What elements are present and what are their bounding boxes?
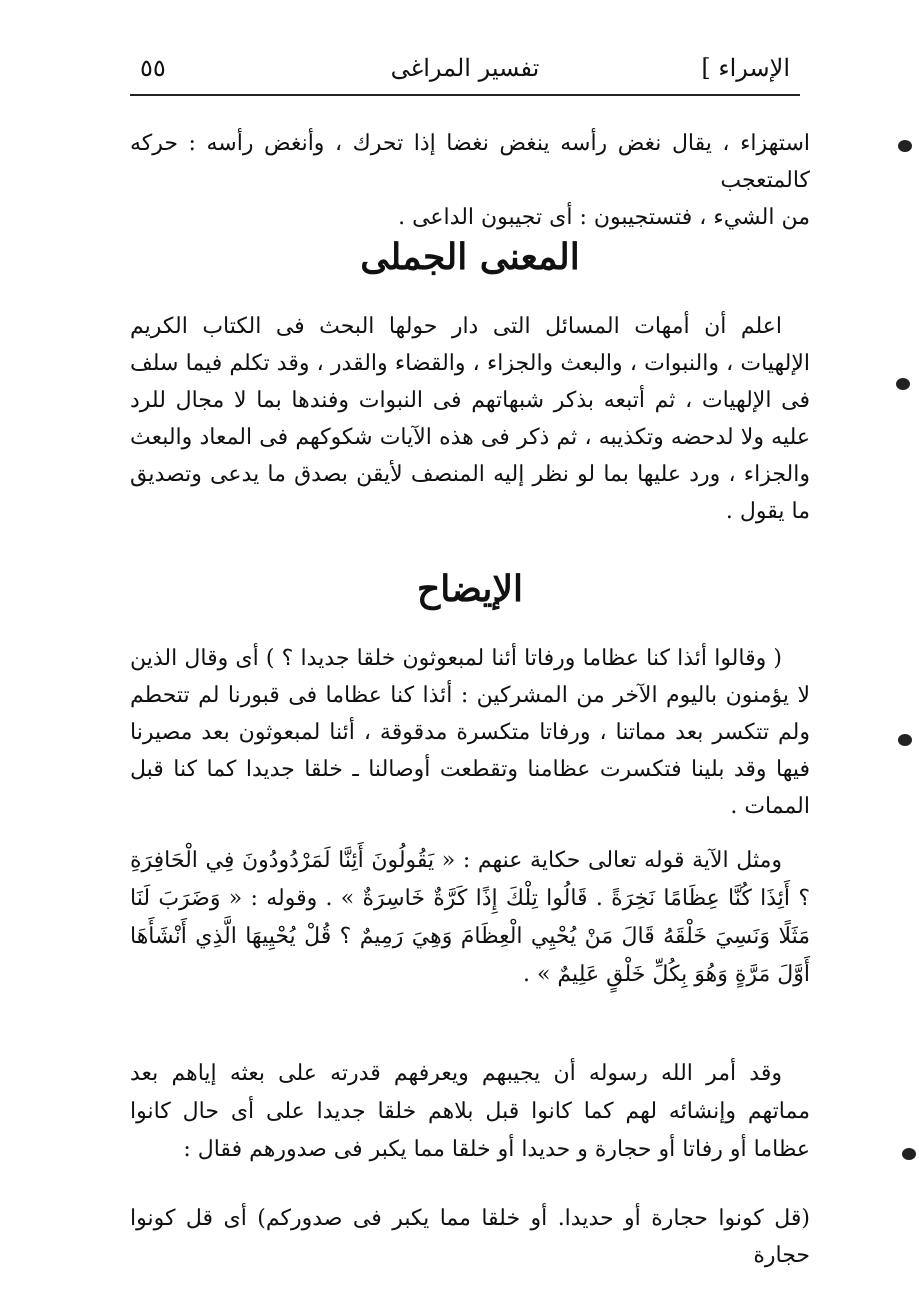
scan-ink-spot bbox=[898, 140, 912, 152]
scan-ink-spot bbox=[898, 734, 912, 746]
intro-line-2: من الشيء ، فتستجيبون : أى تجيبون الداعى . bbox=[398, 205, 810, 230]
intro-line-1: استهزاء ، يقال نغض رأسه ينغض نغضا إذا تحرك ، وأنغض رأسه : حركه كالمتعجب bbox=[130, 131, 810, 193]
surah-name: الإسراء ] bbox=[701, 54, 790, 82]
book-title: تفسير المراغى bbox=[390, 54, 540, 82]
intro-text bbox=[130, 125, 810, 236]
explanation-paragraph-3: وقد أمر الله رسوله أن يجيبهم ويعرفهم قدرته على بعثه إياهم بعد مماتهم وإنشائه لهم كما كانوا قبل بلاهم خلقا جديدا على أى حال كانوا عظاما أو رفاتا أو حجارة و حديدا أو خلقا مما يكبر فى صدورهم فقال : bbox=[130, 1061, 810, 1162]
header-rule bbox=[130, 94, 800, 96]
page-number: ٥٥ bbox=[140, 54, 166, 82]
general-meaning-paragraph: اعلم أن أمهات المسائل التى دار حولها البحث فى الكتاب الكريم الإلهيات ، والنبوات ، والبعث والجزاء ، والقضاء والقدر ، وقد تكلم فيما سلف فى الإلهيات ، ثم أتبعه بذكر شبهاتهم فى النبوات وفندها بما لا مجال للرد عليه ولا لدحضه وتكذيبه ، ثم ذكر فى هذه الآيات شكوكهم فى المعاد والبعث والجزاء ، ورد عليها بما لو نظر إليه المنصف لأيقن بصدق ما يدعى وتصديق ما يقول . bbox=[130, 314, 810, 524]
explanation-paragraph-4: (قل كونوا حجارة أو حديدا. أو خلقا مما يكبر فى صدوركم) أى قل كونوا حجارة bbox=[130, 1206, 810, 1268]
page-header bbox=[130, 48, 800, 92]
explanation-paragraph-2: ومثل الآية قوله تعالى حكاية عنهم : « يَقُولُونَ أَئِنَّا لَمَرْدُودُونَ فِي الْحَافِرَةِ ؟ أَئِذَا كُنَّا عِظَامًا نَخِرَةً . قَالُوا تِلْكَ إِذًا كَرَّةٌ خَاسِرَةٌ » . وقوله : « وَضَرَبَ لَنَا مَثَلًا وَنَسِيَ خَلْقَهُ قَالَ مَنْ يُحْيِي الْعِظَامَ وَهِيَ رَمِيمٌ ؟ قُلْ يُحْيِيهَا الَّذِي أَنْشَأَهَا أَوَّلَ مَرَّةٍ وَهُوَ بِكُلِّ خَلْقٍ عَلِيمٌ » . bbox=[130, 848, 810, 987]
scan-ink-spot bbox=[902, 1148, 916, 1160]
scan-ink-spot bbox=[896, 378, 910, 390]
section-heading-general-meaning: المعنى الجملى bbox=[360, 236, 580, 278]
explanation-paragraph-1: ( وقالوا أئذا كنا عظاما ورفاتا أئنا لمبعوثون خلقا جديدا ؟ ) أى وقال الذين لا يؤمنون باليوم الآخر من المشركين : أئذا كنا عظاما فى قبورنا لم تتحطم ولم تتكسر بعد مماتنا ، ورفاتا متكسرة مدقوقة ، أئنا لمبعوثون بعد مصيرنا فيها وقد بلينا فتكسرت عظامنا وتقطعت أوصالنا ـ خلقا جديدا كما كنا قبل الممات . bbox=[130, 646, 810, 819]
section-heading-explanation: الإيضاح bbox=[417, 568, 523, 610]
